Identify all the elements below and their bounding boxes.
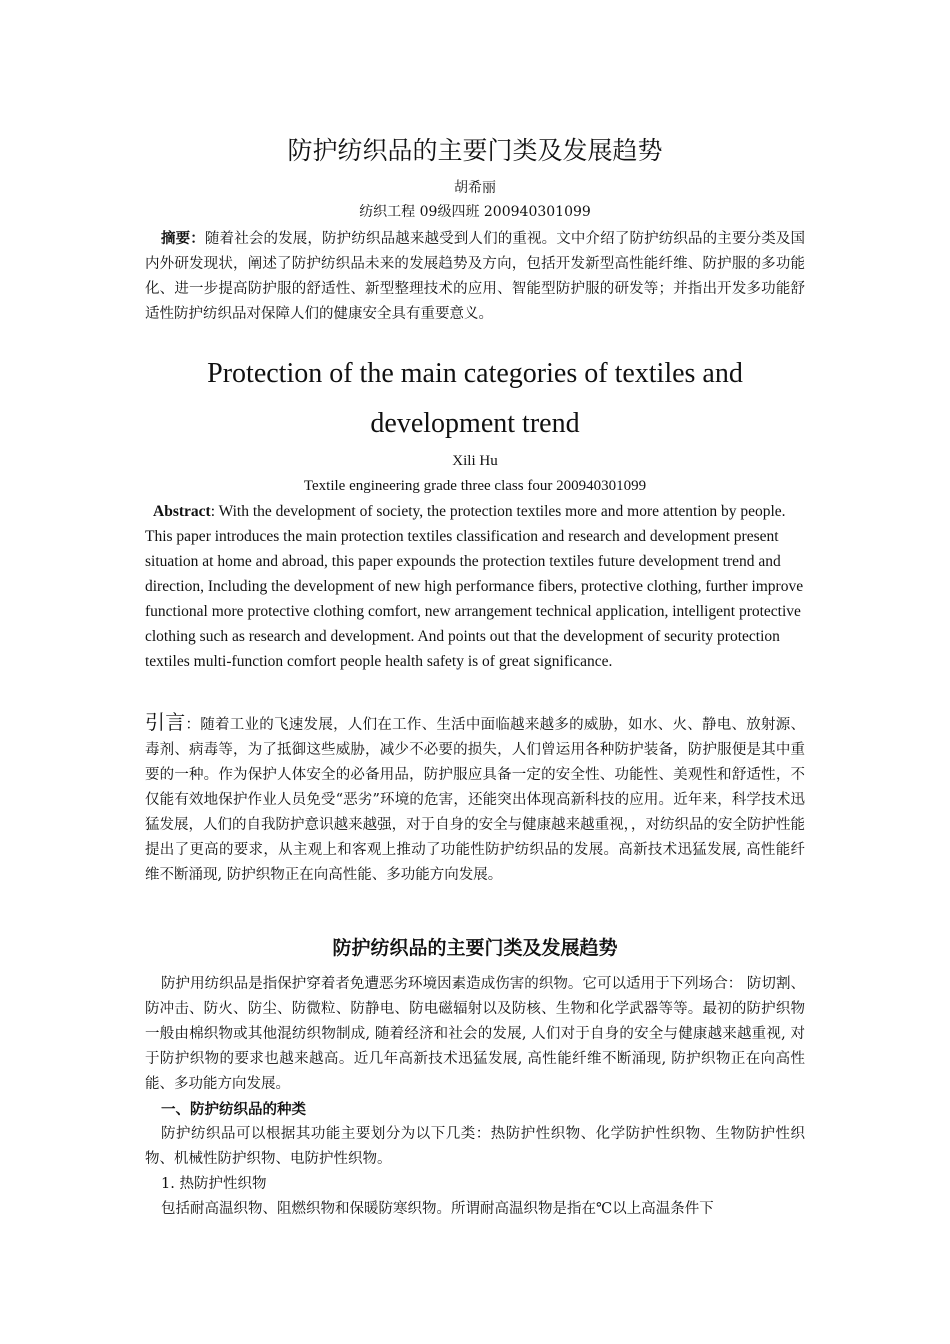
introduction-lead: 引言 bbox=[145, 710, 186, 734]
english-title-line1: Protection of the main categories of textiles and bbox=[207, 358, 743, 389]
chinese-abstract-label: 摘要： bbox=[161, 230, 205, 247]
english-title bbox=[145, 349, 805, 449]
list-item-1: 1. 热防护性织物 bbox=[161, 1176, 267, 1192]
chinese-abstract bbox=[145, 226, 805, 327]
chinese-title: 防护纺织品的主要门类及发展趋势 bbox=[287, 136, 663, 165]
english-author: Xili Hu bbox=[452, 453, 498, 469]
introduction-text: ：随着工业的飞速发展，人们在工作、生活中面临越来越多的威胁，如水、火、静电、放射源、毒剂、病毒等，为了抵御这些威胁，减少不必要的损失，人们曾运用各种防护装备，防护服便是其中重要的一种。作为保护人体安全的必备用品，防护服应具备一定的安全性、功能性、美观性和舒适性，不仅能有效地保护作业人员免受“恶劣”环境的危害，还能突出体现高新科技的应用。近年来，科学技术迅猛发展，人们的自我防护意识越来越强，对于自身的安全与健康越来越重视，，对纺织品的安全防护性能提出了更高的要求，从主观上和客观上推动了功能性防护纺织品的发展。高新技术迅猛发展, 高性能纤维不断涌现, 防护织物正在向高性能、多功能方向发展。 bbox=[145, 717, 806, 883]
subsection-heading-1: 一、防护纺织品的种类 bbox=[161, 1101, 306, 1118]
section-paragraph-2: 防护纺织品可以根据其功能主要划分为以下几类：热防护性织物、化学防护性织物、生物防护性织物、机械性防护织物、电防护性织物。 bbox=[145, 1126, 805, 1167]
section-paragraph-1: 防护用纺织品是指保护穿着者免遭恶劣环境因素造成伤害的织物。它可以适用于下列场合： 防切割、防冲击、防火、防尘、防微粒、防静电、防电磁辐射以及防核、生物和化学武器等等。最初的防护织物一般由棉织物或其他混纺织物制成, 随着经济和社会的发展, 人们对于自身的安全与健康越来越重视, 对于防护织物的要求也越来越高。近几年高新技术迅猛发展, 高性能纤维不断涌现, 防护织物正在向高性能、多功能方向发展。 bbox=[145, 976, 805, 1092]
chinese-affiliation: 纺织工程 09级四班 200940301099 bbox=[359, 204, 591, 220]
english-affiliation: Textile engineering grade three class four 200940301099 bbox=[303, 478, 647, 494]
english-abstract bbox=[145, 499, 805, 674]
english-abstract-label: Abstract bbox=[153, 503, 211, 520]
english-abstract-text: : With the development of society, the protection textiles more and more attention by people. This paper introduces the main protection textiles classification and research and development present situation at home and abroad, this paper expounds the protection textiles future development trend and direction, Including the development of new high performance fibers, protective clothing, further improve functional more protective clothing comfort, new arrangement technical application, intelligent protective clothing such as research and development. And points out that the development of security protection textiles multi-function comfort people health safety is of great significance. bbox=[145, 503, 804, 670]
chinese-author: 胡希丽 bbox=[454, 180, 496, 196]
chinese-abstract-text: 随着社会的发展，防护纺织品越来越受到人们的重视。文中介绍了防护纺织品的主要分类及国内外研发现状，阐述了防护纺织品未来的发展趋势及方向，包括开发新型高性能纤维、防护服的多功能化、进一步提高防护服的舒适性、新型整理技术的应用、智能型防护服的研发等；并指出开发多功能舒适性防护纺织品对保障人们的健康安全具有重要意义。 bbox=[145, 231, 805, 322]
section-paragraph-3: 包括耐高温织物、阻燃织物和保暖防寒织物。所谓耐高温织物是指在℃以上高温条件下 bbox=[161, 1201, 714, 1217]
english-title-line2: development trend bbox=[370, 408, 580, 439]
section-title: 防护纺织品的主要门类及发展趋势 bbox=[332, 937, 618, 959]
introduction bbox=[145, 710, 805, 888]
